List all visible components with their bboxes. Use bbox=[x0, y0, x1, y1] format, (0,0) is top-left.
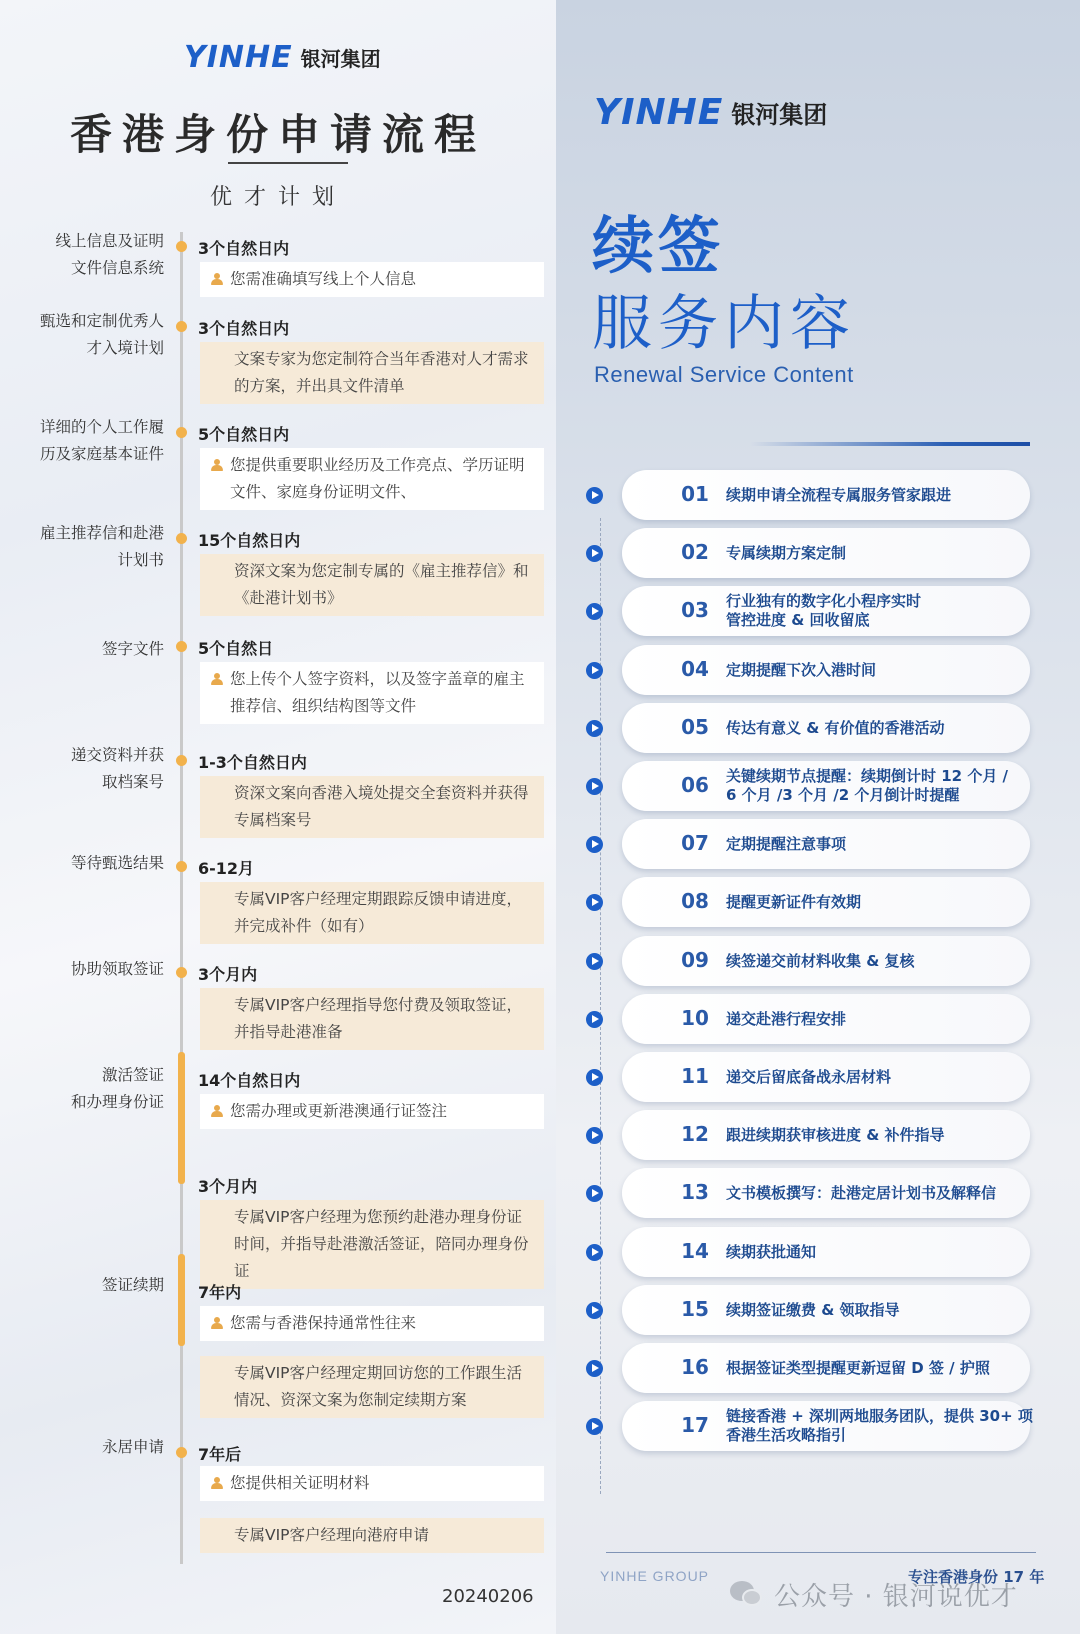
process-title: 香港身份申请流程 bbox=[69, 110, 486, 159]
play-bullet-icon bbox=[586, 953, 603, 970]
timeline-dot bbox=[176, 241, 187, 252]
stage-label: 签字文件 bbox=[101, 640, 164, 658]
service-text: 跟进续期获审核进度 & 补件指导 bbox=[726, 1125, 945, 1144]
timeline-dot bbox=[176, 533, 187, 544]
footer-brand: YINHE GROUP bbox=[600, 1568, 710, 1584]
service-pill bbox=[622, 1285, 1030, 1335]
stage-duration: 3个月内 bbox=[198, 965, 258, 984]
service-text: 专属续期方案定制 bbox=[726, 543, 847, 562]
stage-detail-text: 文案专家为您定制符合当年香港对人才需求的方案，并出具文件清单 bbox=[234, 350, 529, 395]
service-item bbox=[580, 994, 1056, 1044]
stage-duration: 14个自然日内 bbox=[198, 1071, 301, 1090]
stage-label: 详细的个人工作履 历及家庭基本证件 bbox=[39, 418, 164, 463]
service-number: 15 bbox=[681, 1297, 709, 1321]
timeline-dot bbox=[176, 967, 187, 978]
service-text: 递交后留底备战永居材料 bbox=[726, 1067, 892, 1086]
service-item bbox=[580, 819, 1056, 869]
stage-duration: 7年内 bbox=[198, 1283, 242, 1302]
service-number: 05 bbox=[681, 715, 709, 739]
play-bullet-icon bbox=[586, 603, 603, 620]
right-logo bbox=[594, 92, 827, 133]
service-text: 提醒更新证件有效期 bbox=[726, 892, 862, 911]
stage-duration: 15个自然日内 bbox=[198, 531, 301, 550]
stage-duration: 6-12月 bbox=[198, 859, 255, 878]
stage-label: 雇主推荐信和赴港 计划书 bbox=[39, 524, 164, 569]
stage-duration: 5个自然日内 bbox=[198, 425, 290, 444]
service-item bbox=[580, 470, 1056, 520]
service-item bbox=[580, 645, 1056, 695]
person-icon bbox=[211, 673, 223, 685]
stage-detail-card bbox=[200, 988, 544, 1050]
play-bullet-icon bbox=[586, 1127, 603, 1144]
play-bullet-icon bbox=[586, 1360, 603, 1377]
stage-detail-card bbox=[200, 882, 544, 944]
play-bullet-icon bbox=[586, 720, 603, 737]
stage-label: 甄选和定制优秀人 才入境计划 bbox=[39, 312, 164, 357]
service-pill bbox=[622, 936, 1030, 986]
stage-detail-card bbox=[200, 262, 544, 297]
right-panel bbox=[556, 0, 1080, 1634]
timeline-dot bbox=[176, 755, 187, 766]
stage-duration: 5个自然日 bbox=[198, 639, 274, 658]
stage-detail-card bbox=[200, 448, 544, 510]
service-pill bbox=[622, 645, 1030, 695]
play-bullet-icon bbox=[586, 545, 603, 562]
stage-detail-text: 您上传个人签字资料，以及签字盖章的雇主推荐信、组织结构图等文件 bbox=[230, 670, 525, 715]
play-bullet-icon bbox=[586, 662, 603, 679]
stage-duration: 1-3个自然日内 bbox=[198, 753, 307, 772]
service-item bbox=[580, 936, 1056, 986]
stage-detail-card bbox=[200, 1200, 544, 1289]
person-icon bbox=[211, 1477, 223, 1489]
renewal-heading: 续签 bbox=[592, 209, 725, 282]
service-text: 递交赴港行程安排 bbox=[726, 1009, 847, 1028]
footer-tagline: 专注香港身份 17 年 bbox=[908, 1568, 1045, 1586]
service-item bbox=[580, 1227, 1056, 1277]
accent-bar bbox=[750, 442, 1030, 446]
play-bullet-icon bbox=[586, 1418, 603, 1435]
service-number: 06 bbox=[681, 773, 709, 797]
stage-label: 协助领取签证 bbox=[70, 960, 164, 978]
footer-divider bbox=[606, 1552, 1036, 1553]
service-pill bbox=[622, 703, 1030, 753]
stage-detail-card bbox=[200, 1094, 544, 1129]
date-stamp: 20240206 bbox=[442, 1586, 534, 1607]
stage-detail-card bbox=[200, 776, 544, 838]
service-pill bbox=[622, 994, 1030, 1044]
service-number: 09 bbox=[681, 948, 709, 972]
watermark bbox=[730, 1576, 1018, 1613]
play-bullet-icon bbox=[586, 894, 603, 911]
service-text: 定期提醒下次入港时间 bbox=[726, 660, 877, 679]
service-text: 根据签证类型提醒更新逗留 D 签 / 护照 bbox=[726, 1358, 990, 1377]
service-item bbox=[580, 1052, 1056, 1102]
stage-detail-card bbox=[200, 554, 544, 616]
stage-duration: 3个自然日内 bbox=[198, 239, 290, 258]
service-pill bbox=[622, 1227, 1030, 1277]
play-bullet-icon bbox=[586, 836, 603, 853]
stage-detail-text: 专属VIP客户经理为您预约赴港办理身份证时间，并指导赴港激活签证，陪同办理身份证 bbox=[234, 1208, 529, 1280]
stage-detail-text: 专属VIP客户经理定期跟踪反馈申请进度，并完成补件（如有） bbox=[234, 890, 523, 935]
service-item bbox=[580, 586, 1056, 636]
stage-label: 递交资料并获 取档案号 bbox=[70, 746, 164, 791]
service-number: 14 bbox=[681, 1239, 709, 1263]
service-number: 10 bbox=[681, 1006, 709, 1030]
play-bullet-icon bbox=[586, 1185, 603, 1202]
stage-detail-text: 专属VIP客户经理指导您付费及领取签证，并指导赴港准备 bbox=[234, 996, 523, 1041]
stage-label: 激活签证 和办理身份证 bbox=[70, 1066, 164, 1111]
person-icon bbox=[211, 459, 223, 471]
stage-detail-text: 您需办理或更新港澳通行证签注 bbox=[230, 1102, 448, 1120]
stage-label: 永居申请 bbox=[101, 1438, 164, 1456]
stage-detail-card bbox=[200, 1466, 544, 1501]
person-icon bbox=[211, 1317, 223, 1329]
service-pill bbox=[622, 1401, 1033, 1451]
stage-detail-text: 您需与香港保持通常性往来 bbox=[230, 1314, 417, 1332]
stage-label: 签证续期 bbox=[101, 1276, 164, 1294]
service-item bbox=[580, 761, 1056, 811]
service-number: 12 bbox=[681, 1122, 709, 1146]
timeline-highlight-segment bbox=[178, 1254, 185, 1346]
play-bullet-icon bbox=[586, 1069, 603, 1086]
service-pill bbox=[622, 1052, 1030, 1102]
service-pill bbox=[622, 819, 1030, 869]
play-bullet-icon bbox=[586, 778, 603, 795]
title-divider bbox=[228, 162, 348, 164]
timeline-dot bbox=[176, 861, 187, 872]
service-pill bbox=[622, 470, 1030, 520]
stage-detail-text: 资深文案向香港入境处提交全套资料并获得专属档案号 bbox=[234, 784, 529, 829]
service-number: 11 bbox=[681, 1064, 709, 1088]
stage-detail-card bbox=[200, 1306, 544, 1341]
service-item bbox=[580, 1401, 1056, 1451]
service-number: 01 bbox=[681, 482, 709, 506]
service-item bbox=[580, 1343, 1056, 1393]
service-pill bbox=[622, 1343, 1030, 1393]
process-subtitle: 优才计划 bbox=[209, 185, 346, 210]
stage-label: 线上信息及证明 文件信息系统 bbox=[55, 232, 164, 277]
brand-name: 银河集团 bbox=[731, 101, 828, 129]
service-text: 续期获批通知 bbox=[726, 1242, 817, 1261]
service-number: 02 bbox=[681, 540, 709, 564]
play-bullet-icon bbox=[586, 487, 603, 504]
timeline-dot bbox=[176, 321, 187, 332]
brand-mark: YINHE bbox=[594, 92, 724, 133]
service-number: 04 bbox=[681, 657, 709, 681]
stage-detail-card bbox=[200, 1518, 544, 1553]
service-item bbox=[580, 1285, 1056, 1335]
timeline-dot bbox=[176, 641, 187, 652]
service-text: 续签递交前材料收集 & 复核 bbox=[726, 951, 915, 970]
stage-label: 等待甄选结果 bbox=[70, 854, 164, 872]
service-pill bbox=[622, 1110, 1030, 1160]
service-text: 行业独有的数字化小程序实时 管控进度 & 回收留底 bbox=[726, 592, 922, 629]
service-number: 17 bbox=[681, 1413, 709, 1437]
stage-detail-text: 您需准确填写线上个人信息 bbox=[230, 270, 417, 288]
stage-duration: 3个月内 bbox=[198, 1177, 258, 1196]
service-number: 07 bbox=[681, 831, 709, 855]
stage-detail-text: 您提供重要职业经历及工作亮点、学历证明文件、家庭身份证明文件、 bbox=[230, 456, 525, 501]
watermark-text: 公众号 · 银河说优才 bbox=[774, 1582, 1018, 1612]
timeline-dot bbox=[176, 1447, 187, 1458]
person-icon bbox=[211, 1105, 223, 1117]
timeline-highlight-segment bbox=[178, 1052, 185, 1184]
service-text: 定期提醒注意事项 bbox=[726, 834, 847, 853]
stage-detail-text: 专属VIP客户经理定期回访您的工作跟生活情况、资深文案为您制定续期方案 bbox=[234, 1364, 523, 1409]
service-text: 续期申请全流程专属服务管家跟进 bbox=[726, 485, 952, 504]
service-number: 16 bbox=[681, 1355, 709, 1379]
left-logo bbox=[184, 40, 381, 75]
service-text: 关键续期节点提醒：续期倒计时 12 个月 / 6 个月 /3 个月 /2 个月倒计时提醒 bbox=[726, 767, 1009, 804]
service-pill bbox=[622, 586, 1030, 636]
service-item bbox=[580, 703, 1056, 753]
service-item bbox=[580, 528, 1056, 578]
stage-detail-text: 您提供相关证明材料 bbox=[230, 1474, 370, 1492]
service-item bbox=[580, 1110, 1056, 1160]
play-bullet-icon bbox=[586, 1302, 603, 1319]
brand-name: 银河集团 bbox=[300, 47, 381, 71]
service-text: 续期签证缴费 & 领取指导 bbox=[726, 1300, 900, 1319]
service-text: 传达有意义 & 有价值的香港活动 bbox=[726, 718, 945, 737]
service-heading: 服务内容 bbox=[592, 289, 856, 359]
service-number: 03 bbox=[681, 598, 709, 622]
stage-detail-card bbox=[200, 342, 544, 404]
service-pill bbox=[622, 877, 1030, 927]
service-number: 08 bbox=[681, 889, 709, 913]
wechat-icon bbox=[730, 1581, 764, 1609]
stage-detail-card bbox=[200, 1356, 544, 1418]
brand-mark: YINHE bbox=[184, 40, 293, 75]
person-icon bbox=[211, 273, 223, 285]
stage-detail-text: 资深文案为您定制专属的《雇主推荐信》和《赴港计划书》 bbox=[234, 562, 529, 607]
stage-detail-card bbox=[200, 662, 544, 724]
stage-detail-text: 专属VIP客户经理向港府申请 bbox=[234, 1526, 430, 1544]
stage-duration: 3个自然日内 bbox=[198, 319, 290, 338]
service-item bbox=[580, 1168, 1056, 1218]
timeline-dot bbox=[176, 427, 187, 438]
service-pill bbox=[622, 1168, 1030, 1218]
service-text: 链接香港 + 深圳两地服务团队，提供 30+ 项 香港生活攻略指引 bbox=[726, 1407, 1033, 1444]
service-text: 文书模板撰写：赴港定居计划书及解释信 bbox=[726, 1183, 997, 1202]
play-bullet-icon bbox=[586, 1011, 603, 1028]
stage-duration: 7年后 bbox=[198, 1445, 242, 1464]
english-heading: Renewal Service Content bbox=[594, 362, 854, 387]
service-pill bbox=[622, 528, 1030, 578]
service-number: 13 bbox=[681, 1180, 709, 1204]
play-bullet-icon bbox=[586, 1244, 603, 1261]
service-pill bbox=[622, 761, 1030, 811]
service-item bbox=[580, 877, 1056, 927]
